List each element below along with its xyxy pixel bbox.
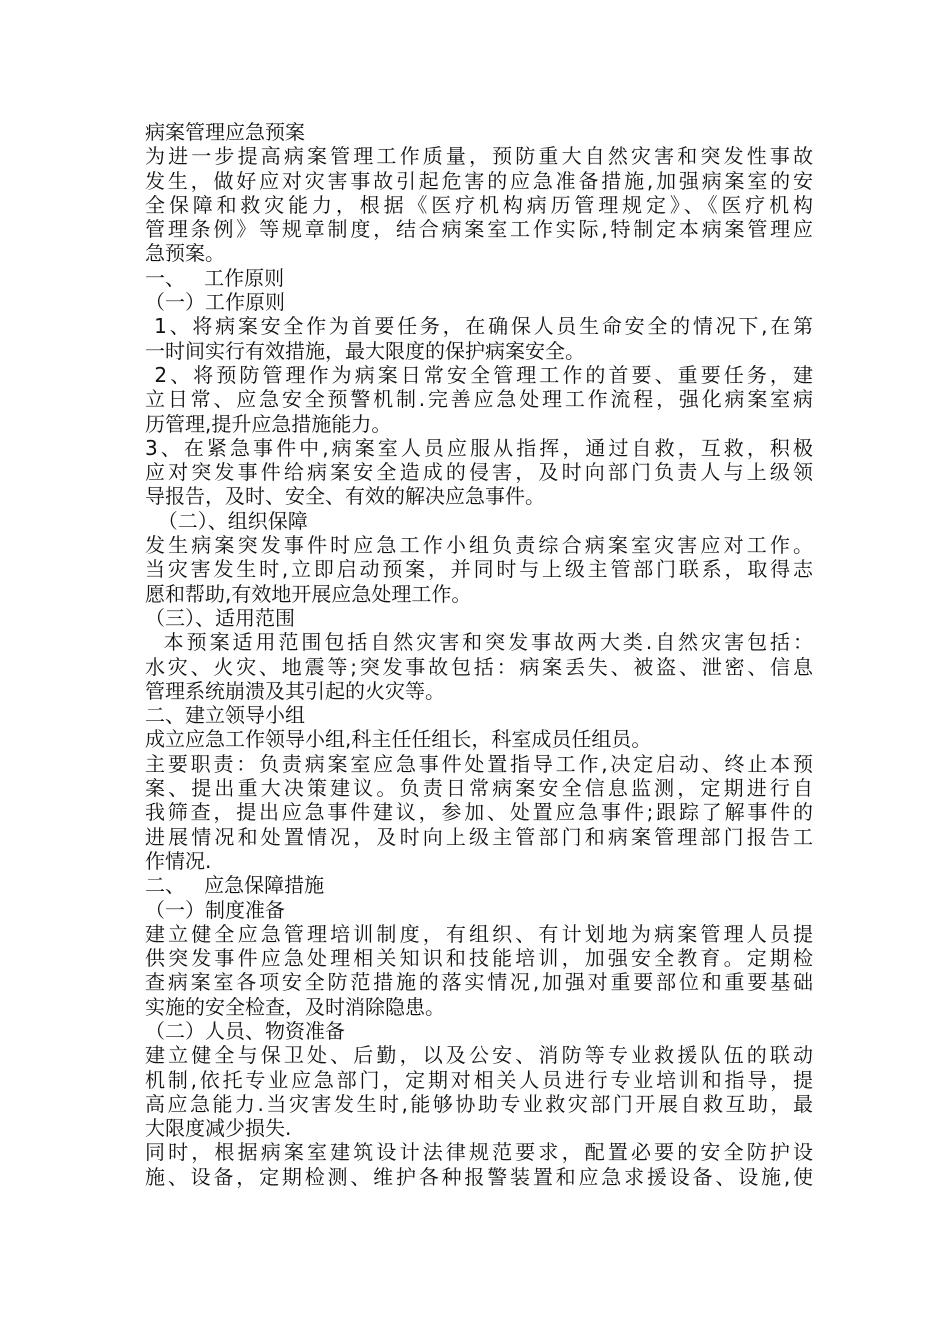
text-line: 应对突发事件给病案安全造成的侵害，及时向部门负责人与上级领 [145, 460, 813, 485]
document-body [145, 120, 813, 1189]
text-line: 供突发事件应急处理相关知识和技能培训，加强安全教育。定期检 [145, 946, 813, 971]
text-line: 导报告，及时、安全、有效的解决应急事件。 [145, 484, 545, 509]
text-line: 急预案。 [145, 241, 225, 266]
text-line: 2、将预防管理作为病案日常安全管理工作的首要、重要任务，建 [145, 362, 813, 387]
text-line: 3、在紧急事件中,病案室人员应服从指挥，通过自救，互救，积极 [145, 435, 813, 460]
text-line: 发生，做好应对灾害事故引起危害的应急准备措施,加强病案室的安 [145, 168, 813, 193]
text-line: 案、提出重大决策建议。负责日常病案安全信息监测，定期进行自 [145, 776, 813, 801]
text-line: 一、 工作原则 [145, 265, 285, 290]
document-title: 病案管理应急预案 [145, 120, 305, 144]
text-line: （一）制度准备 [145, 897, 285, 922]
text-line: （二）、组织保障 [145, 508, 308, 533]
text-line: 建立健全与保卫处、后勤，以及公安、消防等专业救援队伍的联动 [145, 1043, 813, 1068]
text-line: 管理系统崩溃及其引起的火灾等。 [145, 678, 445, 703]
text-line: 二、建立领导小组 [145, 703, 305, 728]
text-line: 当灾害发生时,立即启动预案，并同时与上级主管部门联系，取得志 [145, 557, 813, 582]
text-line: 管理条例》等规章制度，结合病案室工作实际,特制定本病案管理应 [145, 217, 813, 242]
text-line: 同时，根据病案室建筑设计法律规范要求，配置必要的安全防护设 [145, 1140, 813, 1165]
text-line: 一时间实行有效措施，最大限度的保护病案安全。 [145, 338, 585, 363]
text-line: 进展情况和处置情况，及时向上级主管部门和病案管理部门报告工 [145, 824, 813, 849]
text-line: 实施的安全检查，及时消除隐患。 [145, 994, 445, 1019]
text-line: 大限度减少损失. [145, 1116, 292, 1141]
text-line: 作情况. [145, 848, 212, 873]
text-line: 全保障和救灾能力，根据《医疗机构病历管理规定》、《医疗机构 [145, 192, 813, 217]
text-line: 成立应急工作领导小组,科主任任组长，科室成员任组员。 [145, 727, 652, 752]
text-line: 历管理,提升应急措施能力。 [145, 411, 392, 436]
text-line: 建立健全应急管理培训制度，有组织、有计划地为病案管理人员提 [145, 921, 813, 946]
text-line: 二、 应急保障措施 [145, 873, 325, 898]
text-line: 愿和帮助,有效地开展应急处理工作。 [145, 581, 472, 606]
text-line: 查病案室各项安全防范措施的落实情况,加强对重要部位和重要基础 [145, 970, 813, 995]
text-line: 机制,依托专业应急部门，定期对相关人员进行专业培训和指导，提 [145, 1067, 813, 1092]
text-line: 主要职责：负责病案室应急事件处置指导工作,决定启动、终止本预 [145, 751, 813, 776]
text-line: 我筛查，提出应急事件建议，参加、处置应急事件;跟踪了解事件的 [145, 800, 813, 825]
text-line: （二）人员、物资准备 [145, 1018, 345, 1043]
text-line: 1、将病案安全作为首要任务，在确保人员生命安全的情况下,在第 [145, 314, 813, 339]
text-line: （一）工作原则 [145, 290, 285, 315]
text-line: 本预案适用范围包括自然灾害和突发事故两大类.自然灾害包括： [145, 630, 813, 655]
text-line: 水灾、火灾、地震等;突发事故包括：病案丢失、被盗、泄密、信息 [145, 654, 813, 679]
text-line: 立日常、应急安全预警机制.完善应急处理工作流程，强化病案室病 [145, 387, 813, 412]
text-line: 施、设备，定期检测、维护各种报警装置和应急求援设备、设施,使 [145, 1164, 813, 1189]
text-line: 为进一步提高病案管理工作质量，预防重大自然灾害和突发性事故 [145, 144, 813, 169]
text-line: 发生病案突发事件时应急工作小组负责综合病案室灾害应对工作。 [145, 533, 813, 558]
text-line: （三）、适用范围 [145, 605, 295, 630]
text-line: 高应急能力.当灾害发生时,能够协助专业救灾部门开展自救互助，最 [145, 1091, 813, 1116]
